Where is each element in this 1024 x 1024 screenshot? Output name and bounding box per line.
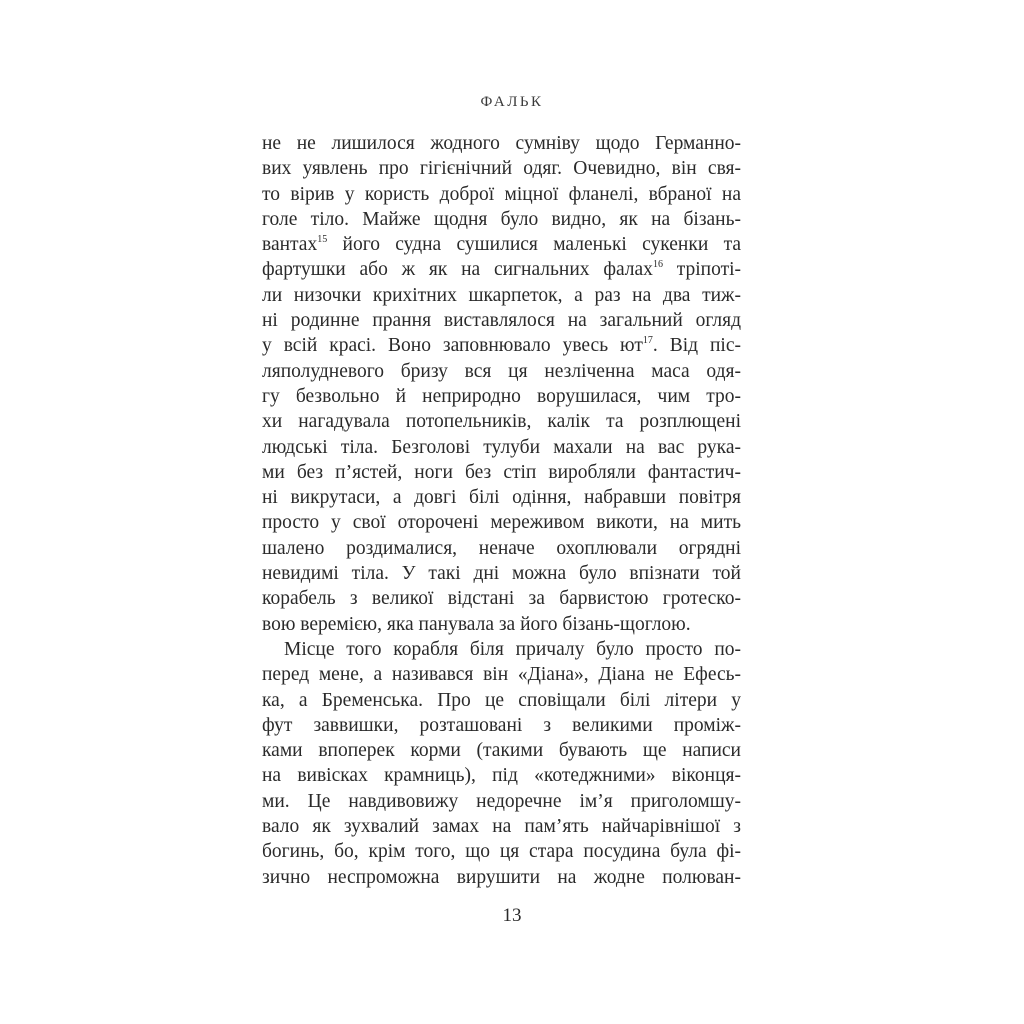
text-line bbox=[262, 257, 741, 282]
text-line: на вивісках крамниць), під «котеджними» віконця- bbox=[262, 765, 741, 787]
paragraph-end-line: вою веремією, яка панувала за його бізань-щоглою. bbox=[262, 613, 691, 635]
line-segment: вантах bbox=[262, 234, 318, 256]
text-line: то вірив у користь доброї міцної фланелі, вбраної на bbox=[262, 183, 741, 205]
text-line: шалено роздималися, неначе охоплювали огрядні bbox=[262, 537, 741, 559]
text-line: ками впоперек корми (такими бувають ще написи bbox=[262, 740, 741, 762]
text-line: не не лишилося жодного сумніву щодо Германно- bbox=[262, 133, 741, 154]
text-line bbox=[262, 232, 741, 257]
text-line bbox=[262, 333, 741, 358]
line-segment: у всій красі. Воно заповнювало увесь ют bbox=[262, 335, 643, 357]
text-line: зично неспроможна вирушити на жодне полюван- bbox=[262, 866, 741, 888]
text-line: ли низочки крихітних шкарпеток, а раз на два тиж- bbox=[262, 284, 741, 306]
text-line: хи нагадувала потопельників, калік та розплющені bbox=[262, 411, 741, 433]
text-line: корабель з великої відстані за барвистою гротеско- bbox=[262, 588, 741, 610]
text-line: ми. Це навдивовижу недоречне ім’я приголомшу- bbox=[262, 790, 741, 812]
line-segment: тріпоті- bbox=[662, 259, 742, 281]
text-line: невидимі тіла. У такі дні можна було впізнати той bbox=[262, 563, 741, 585]
body-text bbox=[262, 131, 741, 890]
line-segment: . Від піс- bbox=[652, 335, 741, 357]
text-line: богинь, бо, крім того, що ця стара посудина була фі- bbox=[262, 841, 741, 863]
line-segment: фартушки або ж як на сигнальних фалах bbox=[262, 259, 653, 281]
text-line: ні викрутаси, а довгі білі одіння, набравши повітря bbox=[262, 487, 741, 509]
text-line: просто у свої оторочені мереживом викоти, на мить bbox=[262, 512, 741, 534]
text-line: гу безвольно й неприродно ворушилася, чим тро- bbox=[262, 385, 741, 407]
paragraph-start-line: Місце того корабля біля причалу було просто по- bbox=[284, 638, 741, 660]
text-line: ні родинне прання виставлялося на загальний огляд bbox=[262, 310, 741, 332]
text-line: перед мене, а називався він «Діана», Діана не Ефесь- bbox=[262, 664, 741, 686]
running-head: ФАЛЬК bbox=[480, 94, 544, 110]
text-line: людські тіла. Безголові тулуби махали на вас рука- bbox=[262, 436, 741, 458]
text-line: ка, а Бременська. Про це сповіщали білі літери у bbox=[262, 689, 741, 711]
page-number: 13 bbox=[502, 905, 522, 926]
line-segment: його судна сушилися маленькі сукенки та bbox=[327, 234, 741, 256]
footnote-ref-16[interactable]: 16 bbox=[652, 259, 663, 271]
footnote-ref-17[interactable]: 17 bbox=[642, 335, 653, 347]
footnote-ref-15[interactable]: 15 bbox=[317, 234, 328, 246]
text-line: голе тіло. Майже щодня було видно, як на бізань- bbox=[262, 208, 741, 230]
text-line: фут заввишки, розташовані з великими проміж- bbox=[262, 714, 741, 736]
text-line: ми без п’ястей, ноги без стіп виробляли фантастич- bbox=[262, 461, 741, 483]
text-line: ляполудневого бризу вся ця незліченна маса одя- bbox=[262, 360, 741, 382]
text-line: вих уявлень про гігієнічний одяг. Очевидно, він свя- bbox=[262, 158, 741, 180]
text-line: вало як зухвалий замах на пам’ять найчарівнішої з bbox=[262, 816, 741, 838]
